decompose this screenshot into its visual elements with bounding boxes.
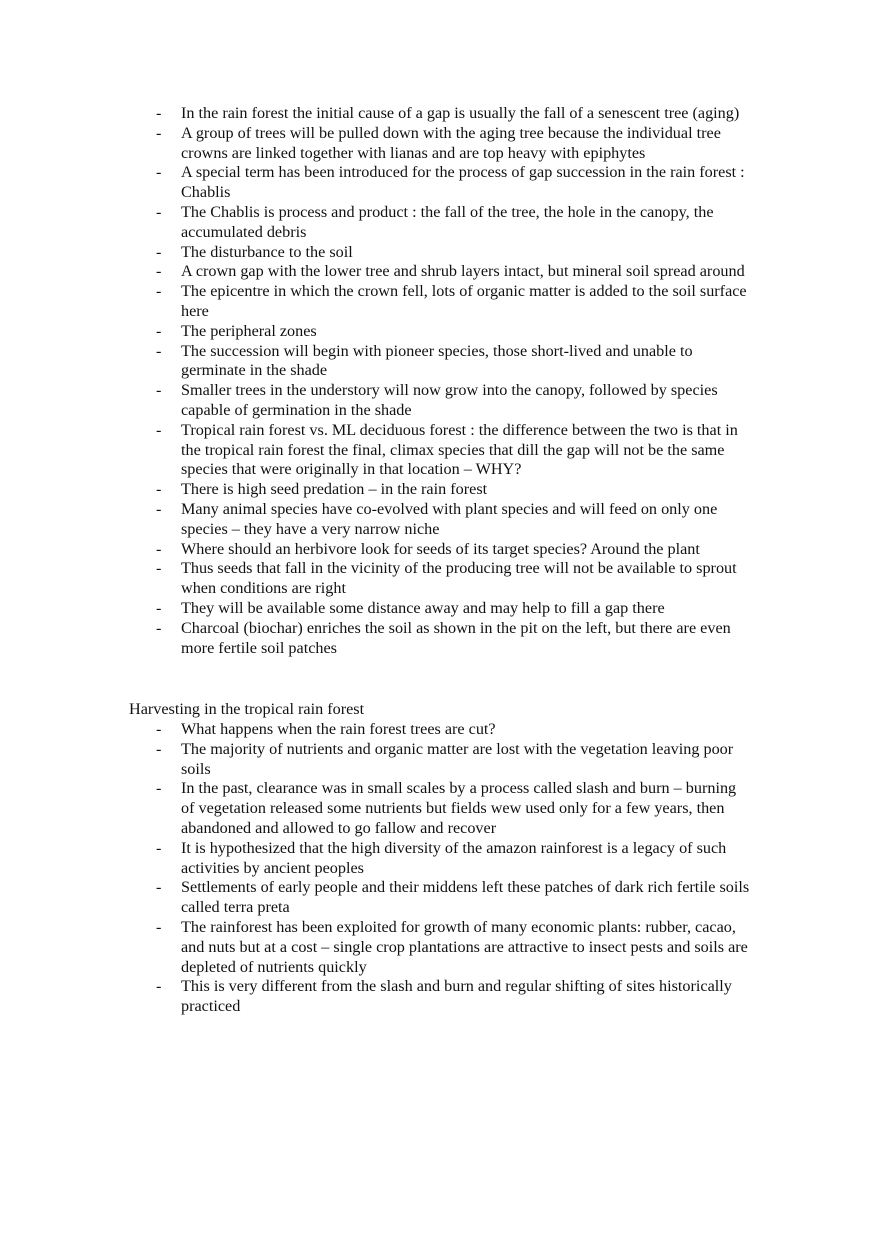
dash-bullet: - [156,779,162,798]
list-item-text: The succession will begin with pioneer species, those short-lived and unable to germinate in the shade [181,341,693,380]
list-item-text: A special term has been introduced for the process of gap succession in the rain forest : Chablis [181,163,745,202]
list-item-text: There is high seed predation – in the rain forest [181,480,488,499]
dash-bullet: - [156,598,162,617]
dash-bullet: - [156,163,162,182]
dash-bullet: - [156,739,162,758]
dash-bullet: - [156,720,162,738]
list-item [0,163,753,203]
list-item [0,720,753,740]
list-item [0,203,753,243]
list-item [0,500,753,540]
list-item-text: The peripheral zones [181,321,317,340]
list-item [0,599,753,619]
list-item-text: The majority of nutrients and organic matter are lost with the vegetation leaving poor soils [181,739,734,778]
dash-bullet: - [156,341,162,360]
list-item [0,540,753,560]
dash-bullet: - [156,499,162,518]
list-item-text: They will be available some distance away and may help to fill a gap there [181,598,665,617]
dash-bullet: - [156,480,162,499]
dash-bullet: - [156,977,162,996]
list-item-text: In the rain forest the initial cause of a gap is usually the fall of a senescent tree (aging) [181,104,740,122]
harvesting-notes [0,720,880,1017]
list-item [0,342,753,382]
list-item [0,878,753,918]
dash-bullet: - [156,282,162,301]
list-item [0,559,753,599]
list-item [0,381,753,421]
list-item [0,243,753,263]
list-item-text: It is hypothesized that the high diversity of the amazon rainforest is a legacy of such activities by ancient peoples [181,838,727,877]
gap-succession-notes [0,104,880,658]
bullet-list [0,720,880,1017]
dash-bullet: - [156,104,162,122]
list-item-text: This is very different from the slash and burn and regular shifting of sites historically practiced [181,977,732,1016]
list-item-text: The epicentre in which the crown fell, lots of organic matter is added to the soil surface here [181,282,747,320]
dash-bullet: - [156,202,162,221]
list-item-text: What happens when the rain forest trees are cut? [181,720,496,738]
list-item-text: The Chablis is process and product : the fall of the tree, the hole in the canopy, the accumulated debris [181,202,714,241]
list-item [0,124,753,164]
list-item [0,619,753,659]
dash-bullet: - [156,420,162,439]
dash-bullet: - [156,123,162,142]
list-item-text: Thus seeds that fall in the vicinity of the producing tree will not be available to sprout when conditions are right [181,559,737,598]
list-item-text: Tropical rain forest vs. ML deciduous forest : the difference between the two is that in the tropical rain forest the final, climax species that dill the gap will not be the same species that were originally in that location – WHY? [181,420,738,479]
list-item [0,918,753,977]
dash-bullet: - [156,262,162,281]
dash-bullet: - [156,321,162,340]
section-heading: Harvesting in the tropical rain forest [129,700,365,718]
list-item [0,839,753,879]
dash-bullet: - [156,559,162,578]
list-item-text: The rainforest has been exploited for growth of many economic plants: rubber, cacao, and nuts but at a cost – single crop plantations are attractive to insect pests and soils are depleted of nutrients quickly [181,917,748,976]
list-item [0,421,753,480]
list-item [0,322,753,342]
list-item-text: Settlements of early people and their middens left these patches of dark rich fertile soils called terra preta [181,878,750,917]
dash-bullet: - [156,539,162,558]
dash-bullet: - [156,878,162,897]
dash-bullet: - [156,917,162,936]
dash-bullet: - [156,381,162,400]
list-item-text: A group of trees will be pulled down with the aging tree because the individual tree crowns are linked together with lianas and are top heavy with epiphytes [181,123,721,162]
list-item-text: Charcoal (biochar) enriches the soil as shown in the pit on the left, but there are even more fertile soil patches [181,618,731,657]
list-item-text: The disturbance to the soil [181,242,353,261]
list-item [0,740,753,780]
list-item [0,779,753,838]
list-item [0,480,753,500]
list-item-text: Smaller trees in the understory will now grow into the canopy, followed by species capable of germination in the shade [181,381,718,419]
list-item-text: Many animal species have co-evolved with plant species and will feed on only one species – they have a very narrow niche [181,499,718,538]
list-item-text: A crown gap with the lower tree and shrub layers intact, but mineral soil spread around [181,262,745,281]
list-item [0,282,753,322]
list-item-text: Where should an herbivore look for seeds of its target species? Around the plant [181,539,700,558]
dash-bullet: - [156,242,162,261]
dash-bullet: - [156,618,162,637]
list-item [0,262,753,282]
list-item [0,104,753,124]
bullet-list [0,104,880,658]
list-item [0,977,753,1017]
list-item-text: In the past, clearance was in small scales by a process called slash and burn – burning of vegetation released some nutrients but fields wew used only for a few years, then abandoned and allowed to go fallow and recover [181,779,737,837]
dash-bullet: - [156,838,162,857]
